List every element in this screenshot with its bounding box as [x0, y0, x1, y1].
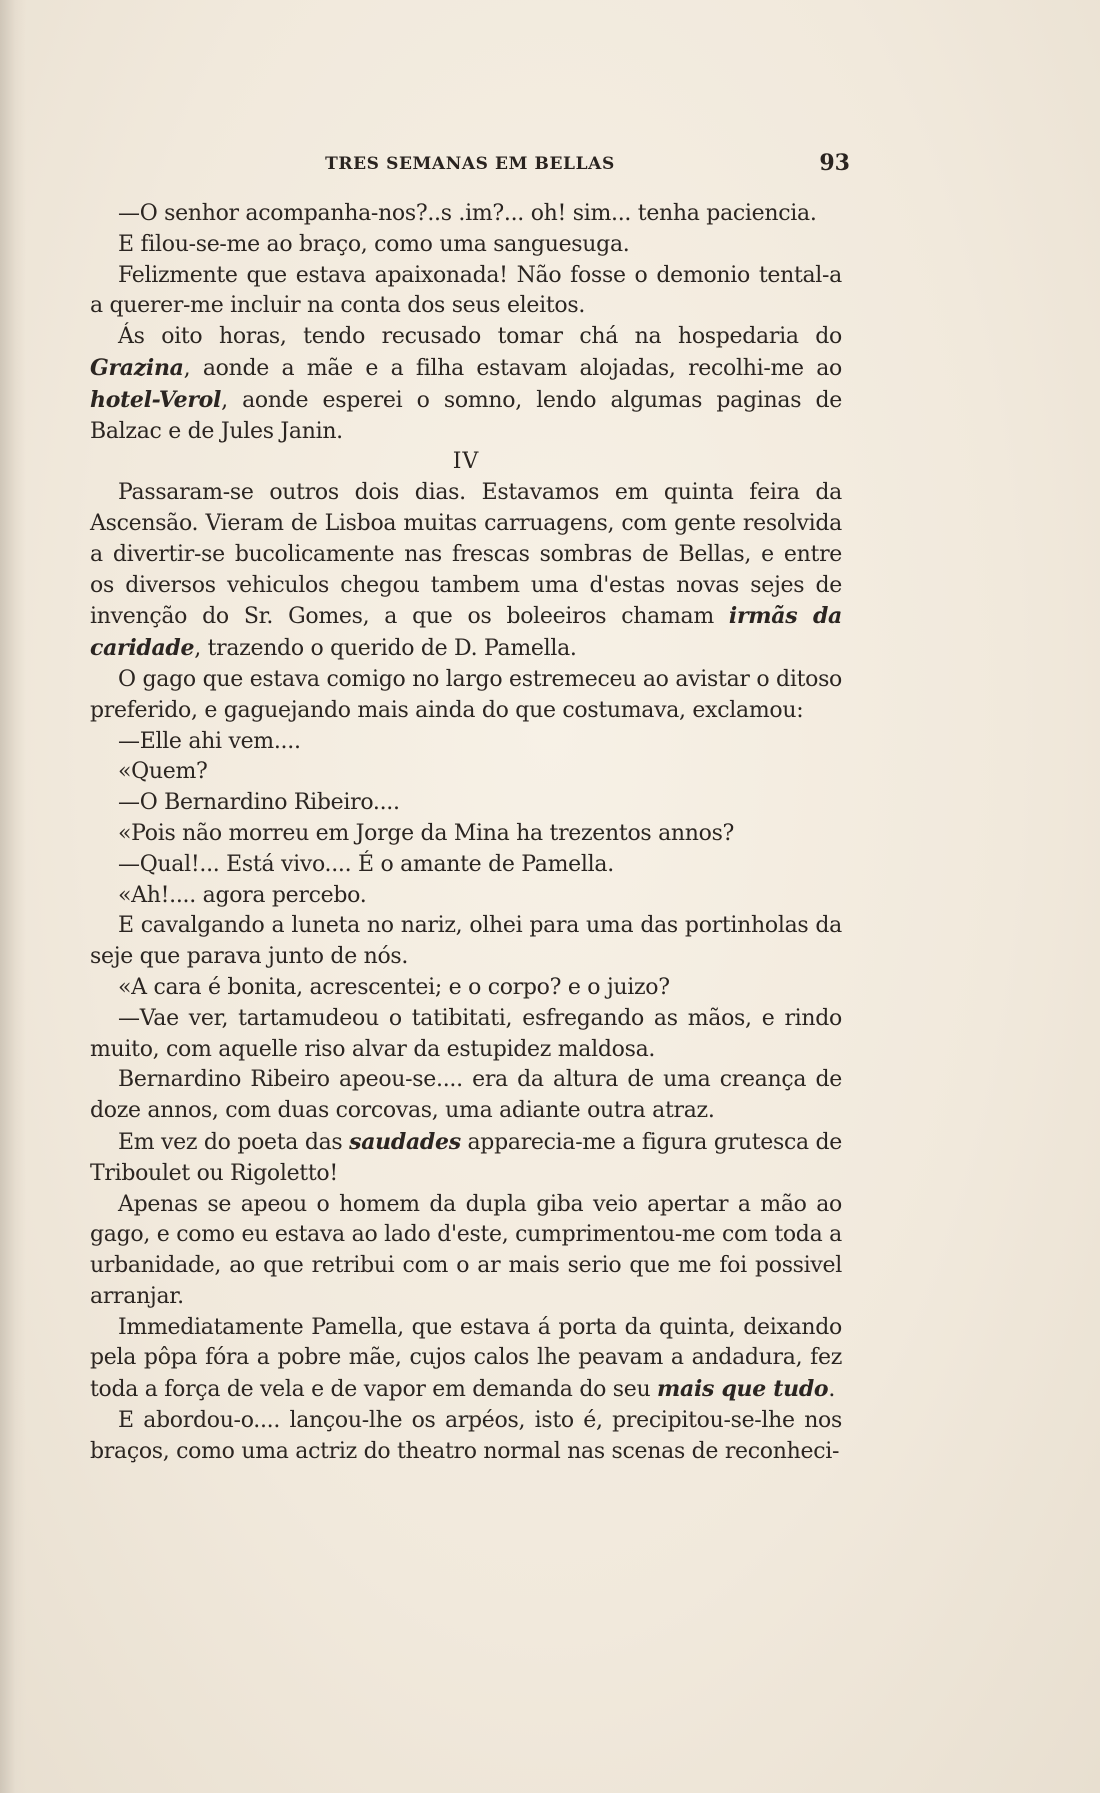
paragraph: Felizmente que estava apaixonada! Não fosse o demonio tental-a a querer-me incluir na conta dos seus eleitos. — [90, 262, 842, 319]
paragraph: «Quem? — [118, 759, 208, 785]
binding-shadow — [0, 0, 26, 1793]
paragraph: Immediatamente Pamella, que estava á porta da quinta, deixando pela pôpa fóra a pobre mãe, cujos calos lhe peavam a andadura, fez toda a força de vela e de vapor em demanda do seu mais que tudo. — [90, 1314, 842, 1403]
paragraph: «Ah!.... agora percebo. — [118, 882, 367, 908]
section-heading: IV — [452, 449, 480, 475]
paragraph: E filou-se-me ao braço, como uma sanguesuga. — [118, 231, 630, 257]
paragraph: E abordou-o.... lançou-lhe os arpéos, isto é, precipitou-se-lhe nos braços, como uma actriz do theatro normal nas scenas de reconheci- — [90, 1408, 842, 1464]
paragraph: Apenas se apeou o homem da dupla giba veio apertar a mão ao gago, e como eu estava ao lado d'este, cumprimentou-me com toda a urbanidade, ao que retribui com o ar mais serio que me foi possivel arranjar. — [90, 1191, 842, 1309]
page-header — [90, 150, 850, 180]
paragraph: O gago que estava comigo no largo estremeceu ao avistar o ditoso preferido, e gaguejando mais ainda do que costumava, exclamou: — [90, 666, 842, 723]
paragraph: —Qual!... Está vivo.... É o amante de Pamella. — [118, 851, 614, 877]
paragraph: «Pois não morreu em Jorge da Mina ha trezentos annos? — [118, 820, 735, 846]
paragraph: Bernardino Ribeiro apeou-se.... era da altura de uma creança de doze annos, com duas corcovas, uma adiante outra atraz. — [90, 1067, 842, 1124]
paragraph: —O Bernardino Ribeiro.... — [118, 790, 400, 816]
page-body — [90, 199, 842, 1468]
paragraph: Passaram-se outros dois dias. Estavamos em quinta feira da Ascensão. Vieram de Lisboa muitas carruagens, com gente resolvida a divertir-se bucolicamente nas frescas sombras de Bellas, e entre os diversos vehiculos chegou tambem uma d'estas novas sejes de invenção do Sr. Gomes, a que os boleeiros chamam irmãs da caridade, trazendo o querido de D. Pamella. — [90, 480, 842, 662]
running-title: TRES SEMANAS EM BELLAS — [325, 154, 615, 174]
paragraph: «A cara é bonita, acrescentei; e o corpo? e o juizo? — [118, 974, 670, 1000]
paragraph: E cavalgando a luneta no nariz, olhei para uma das portinholas da seje que parava junto de nós. — [90, 913, 842, 970]
paragraph: —O senhor acompanha-nos?..s .im?... oh! sim... tenha paciencia. — [118, 201, 817, 226]
paragraph: Em vez do poeta das saudades apparecia-me a figura grutesca de Triboulet ou Rigoletto! — [90, 1128, 842, 1186]
paragraph: —Vae ver, tartamudeou o tatibitati, esfregando as mãos, e rindo muito, com aquelle riso alvar da estupidez maldosa. — [90, 1005, 842, 1062]
page-number: 93 — [819, 150, 850, 176]
paragraph: Ás oito horas, tendo recusado tomar chá na hospedaria do Grazina, aonde a mãe e a filha estavam alojadas, recolhi-me ao hotel-Verol, aonde esperei o somno, lendo algumas paginas de Balzac e de Jules Janin. — [90, 324, 842, 444]
paragraph: —Elle ahi vem.... — [118, 728, 301, 754]
